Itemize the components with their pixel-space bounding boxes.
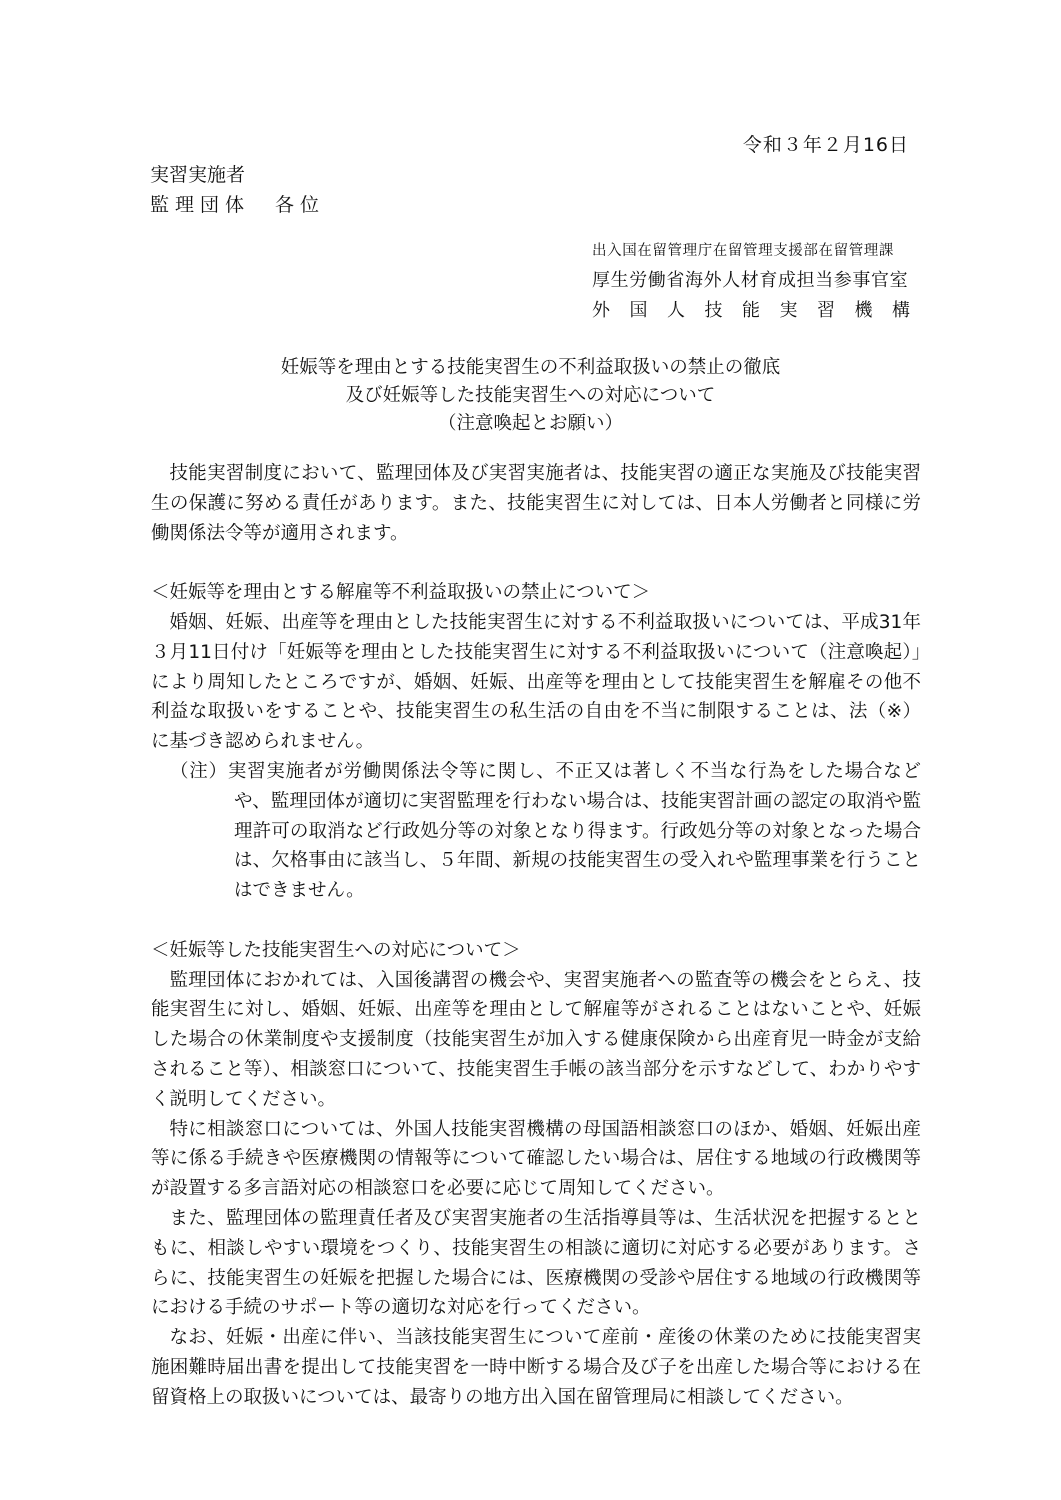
addressee-line: 監理団体 各位: [150, 194, 326, 216]
section-paragraph: 特に相談窓口については、外国人技能実習機構の母国語相談窓口のほか、婚姻、妊娠出産等に係る手続きや医療機関の情報等について確認したい場合は、居住する地域の行政機関等が設置する多言語対応の相談窓口を必要に応じて周知してください。: [151, 1118, 921, 1200]
sender-line: 出入国在留管理庁在留管理支援部在留管理課: [592, 243, 894, 259]
section-paragraph: また、監理団体の監理責任者及び実習実施者の生活指導員等は、生活状況を把握するとともに、相談しやすい環境をつくり、技能実習生の相談に適切に対応する必要があります。さらに、技能実習生の妊娠を把握した場合には、医療機関の受診や居住する地域の行政機関等における手続のサポート等の適切な対応を行ってください。: [151, 1207, 921, 1319]
title-line: 及び妊娠等した技能実習生への対応について: [345, 385, 716, 406]
section-heading: ＜妊娠等を理由とする解雇等不利益取扱いの禁止について＞: [151, 582, 651, 604]
document-title: [0, 354, 1061, 438]
title-line: 妊娠等を理由とする技能実習生の不利益取扱いの禁止の徹底: [280, 357, 781, 378]
addressee-line: 実習実施者: [150, 164, 246, 186]
document-body: [151, 459, 921, 1413]
intro-paragraph: 技能実習制度において、監理団体及び実習実施者は、技能実習の適正な実施及び技能実習生の保護に努める責任があります。また、技能実習生に対しては、日本人労働者と同様に労働関係法令等が適用されます。: [151, 463, 921, 544]
sender-block: [592, 236, 910, 326]
addressee-block: [150, 160, 325, 220]
note-paragraph: （注）実習実施者が労働関係法令等に関し、不正又は著しく不当な行為をした場合などや、監理団体が適切に実習監理を行わない場合は、技能実習計画の認定の取消や監理許可の取消など行政処分等の対象となり得ます。行政処分等の対象となった場合は、欠格事由に該当し、５年間、新規の技能実習生の受入れや監理事業を行うことはできません。: [170, 760, 921, 902]
section-paragraph: 婚姻、妊娠、出産等を理由とした技能実習生に対する不利益取扱いについては、平成31年３月11日付け「妊娠等を理由とした技能実習生に対する不利益取扱いについて（注意喚起）」により周知したところですが、婚姻、妊娠、出産等を理由として技能実習生を解雇その他不利益な取扱いをすることや、技能実習生の私生活の自由を不当に制限することは、法（※）に基づき認められません。: [151, 611, 921, 753]
title-line: （注意喚起とお願い）: [437, 413, 623, 434]
section-paragraph: なお、妊娠・出産に伴い、当該技能実習生について産前・産後の休業のために技能実習実施困難時届出書を提出して技能実習を一時中断する場合及び子を出産した場合等における在留資格上の取扱いについては、最寄りの地方出入国在留管理局に相談してください。: [151, 1327, 921, 1408]
section-paragraph: 監理団体におかれては、入国後講習の機会や、実習実施者への監査等の機会をとらえ、技能実習生に対し、婚姻、妊娠、出産等を理由として解雇等がされることはないことや、妊娠した場合の休業制度や支援制度（技能実習生が加入する健康保険から出産育児一時金が支給されること等）、相談窓口について、技能実習生手帳の該当部分を示すなどして、わかりやすく説明してください。: [151, 969, 921, 1110]
sender-line: 厚生労働省海外人材育成担当参事官室: [592, 270, 909, 291]
section-heading: ＜妊娠等した技能実習生への対応について＞: [151, 939, 521, 961]
document-date: 令和３年２月16日: [742, 134, 909, 156]
sender-line: 外国人技能実習機構: [592, 300, 910, 321]
